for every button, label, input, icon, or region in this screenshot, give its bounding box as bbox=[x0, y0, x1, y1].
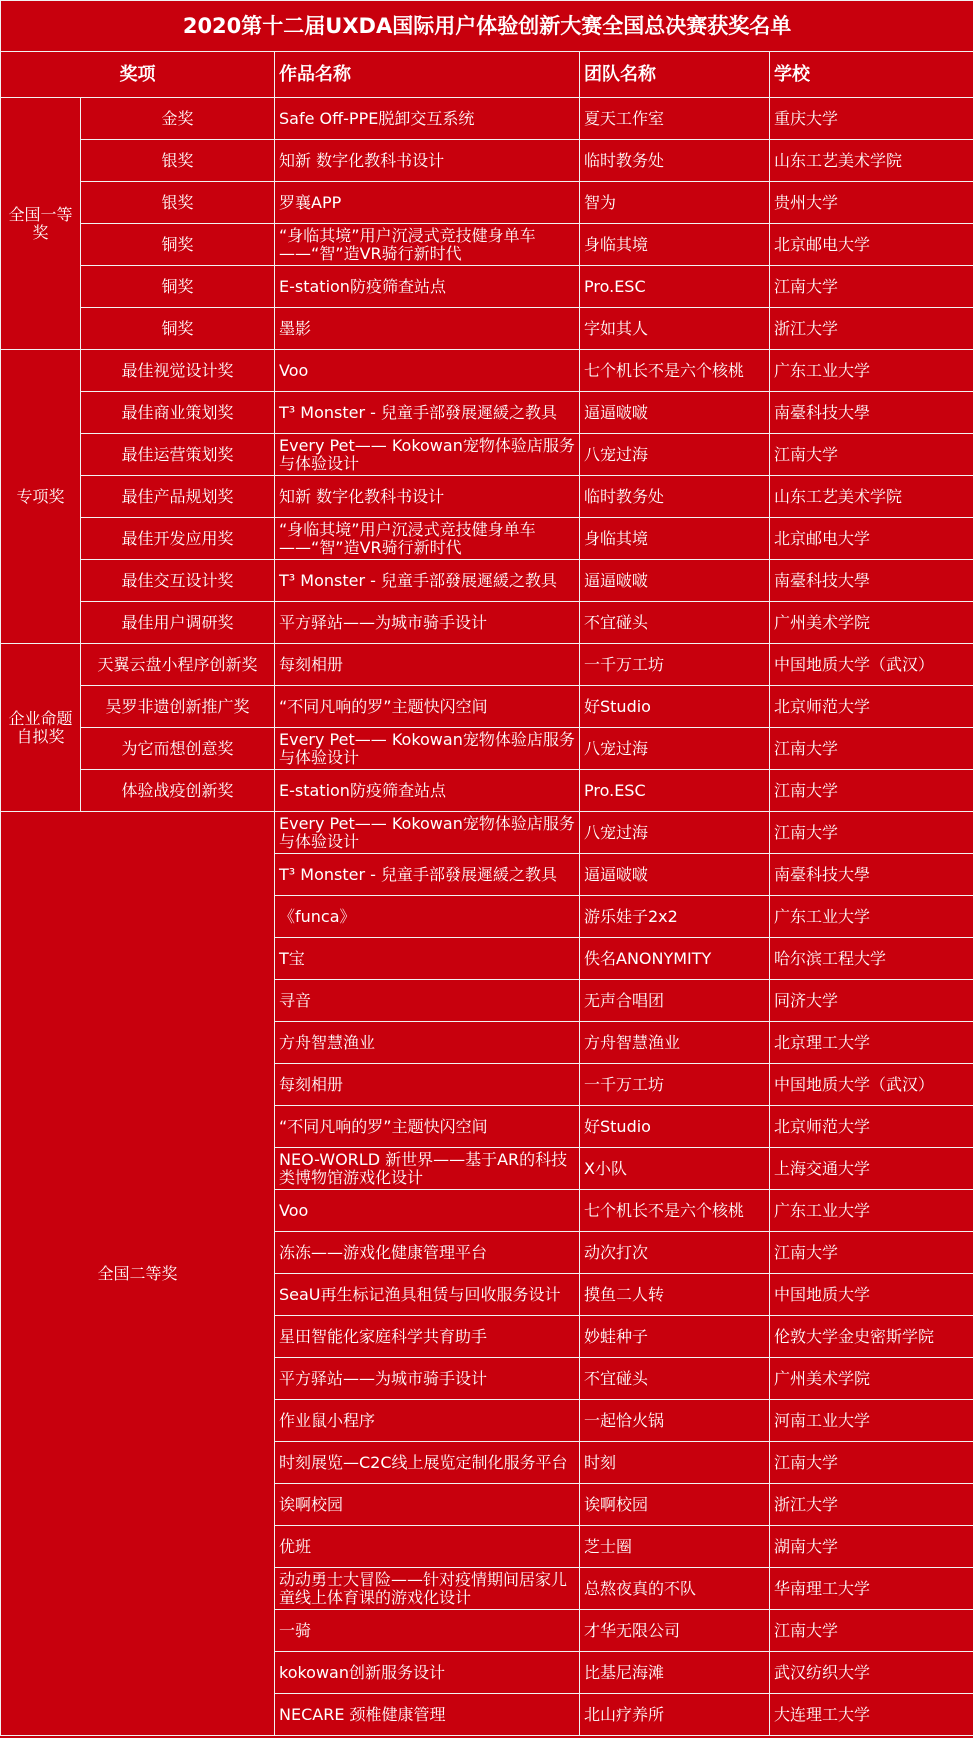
category-cell: 专项奖 bbox=[1, 350, 81, 644]
category-cell: 企业命题自拟奖 bbox=[1, 644, 81, 812]
work-cell: Every Pet—— Kokowan宠物体验店服务与体验设计 bbox=[275, 434, 580, 476]
work-cell: “不同凡响的罗”主题快闪空间 bbox=[275, 1106, 580, 1148]
work-cell: kokowan创新服务设计 bbox=[275, 1652, 580, 1694]
table-row bbox=[1, 644, 973, 686]
table-row bbox=[1, 266, 973, 308]
school-cell: 北京邮电大学 bbox=[770, 224, 973, 266]
award-cell: 金奖 bbox=[81, 98, 275, 140]
category-cell: 全国一等奖 bbox=[1, 98, 81, 350]
school-cell: 浙江大学 bbox=[770, 1484, 973, 1526]
school-cell: 贵州大学 bbox=[770, 182, 973, 224]
award-cell: 铜奖 bbox=[81, 224, 275, 266]
category-cell: 全国二等奖 bbox=[1, 812, 275, 1736]
team-cell: 临时教务处 bbox=[580, 476, 770, 518]
team-cell: 游乐娃子2x2 bbox=[580, 896, 770, 938]
team-cell: 芝士圈 bbox=[580, 1526, 770, 1568]
team-cell: 一起恰火锅 bbox=[580, 1400, 770, 1442]
team-cell: 妙蛙种子 bbox=[580, 1316, 770, 1358]
school-cell: 重庆大学 bbox=[770, 98, 973, 140]
school-cell: 广东工业大学 bbox=[770, 1190, 973, 1232]
work-cell: Every Pet—— Kokowan宠物体验店服务与体验设计 bbox=[275, 728, 580, 770]
team-cell: 逼逼啵啵 bbox=[580, 392, 770, 434]
work-cell: 《funca》 bbox=[275, 896, 580, 938]
team-cell: Pro.ESC bbox=[580, 266, 770, 308]
table-row bbox=[1, 728, 973, 770]
table-row bbox=[1, 392, 973, 434]
header-row bbox=[1, 52, 973, 98]
work-cell: “身临其境”用户沉浸式竞技健身单车——“智”造VR骑行新时代 bbox=[275, 224, 580, 266]
school-cell: 江南大学 bbox=[770, 266, 973, 308]
team-cell: X小队 bbox=[580, 1148, 770, 1190]
page-title: 2020第十二届UXDA国际用户体验创新大赛全国总决赛获奖名单 bbox=[1, 1, 973, 52]
header-school: 学校 bbox=[770, 52, 973, 98]
work-cell: Voo bbox=[275, 1190, 580, 1232]
work-cell: Every Pet—— Kokowan宠物体验店服务与体验设计 bbox=[275, 812, 580, 854]
award-cell: 最佳用户调研奖 bbox=[81, 602, 275, 644]
award-cell: 体验战疫创新奖 bbox=[81, 770, 275, 812]
work-cell: Safe Off-PPE脱卸交互系统 bbox=[275, 98, 580, 140]
table-row bbox=[1, 182, 973, 224]
work-cell: 冻冻——游戏化健康管理平台 bbox=[275, 1232, 580, 1274]
team-cell: 佚名ANONYMITY bbox=[580, 938, 770, 980]
school-cell: 哈尔滨工程大学 bbox=[770, 938, 973, 980]
table-row bbox=[1, 350, 973, 392]
work-cell: 一骑 bbox=[275, 1610, 580, 1652]
team-cell: 总熬夜真的不队 bbox=[580, 1568, 770, 1610]
work-cell: 星田智能化家庭科学共育助手 bbox=[275, 1316, 580, 1358]
work-cell: 作业鼠小程序 bbox=[275, 1400, 580, 1442]
school-cell: 浙江大学 bbox=[770, 308, 973, 350]
work-cell: 墨影 bbox=[275, 308, 580, 350]
school-cell: 广东工业大学 bbox=[770, 350, 973, 392]
award-cell: 最佳开发应用奖 bbox=[81, 518, 275, 560]
table-row bbox=[1, 518, 973, 560]
table-row bbox=[1, 98, 973, 140]
work-cell: T³ Monster - 兒童手部發展遲緩之教具 bbox=[275, 392, 580, 434]
award-cell: 铜奖 bbox=[81, 308, 275, 350]
team-cell: 逼逼啵啵 bbox=[580, 854, 770, 896]
team-cell: 不宜碰头 bbox=[580, 602, 770, 644]
school-cell: 江南大学 bbox=[770, 770, 973, 812]
school-cell: 北京师范大学 bbox=[770, 686, 973, 728]
table-row bbox=[1, 308, 973, 350]
award-cell: 银奖 bbox=[81, 182, 275, 224]
team-cell: 逼逼啵啵 bbox=[580, 560, 770, 602]
work-cell: T³ Monster - 兒童手部發展遲緩之教具 bbox=[275, 560, 580, 602]
work-cell: E-station防疫筛查站点 bbox=[275, 266, 580, 308]
work-cell: 每刻相册 bbox=[275, 1064, 580, 1106]
school-cell: 同济大学 bbox=[770, 980, 973, 1022]
title-row bbox=[1, 1, 973, 52]
team-cell: 临时教务处 bbox=[580, 140, 770, 182]
team-cell: Pro.ESC bbox=[580, 770, 770, 812]
team-cell: 身临其境 bbox=[580, 224, 770, 266]
header-work: 作品名称 bbox=[275, 52, 580, 98]
award-cell: 最佳视觉设计奖 bbox=[81, 350, 275, 392]
team-cell: 夏天工作室 bbox=[580, 98, 770, 140]
table-row bbox=[1, 812, 973, 854]
table-row bbox=[1, 140, 973, 182]
team-cell: 无声合唱团 bbox=[580, 980, 770, 1022]
award-cell: 最佳运营策划奖 bbox=[81, 434, 275, 476]
work-cell: NEO-WORLD 新世界——基于AR的科技类博物馆游戏化设计 bbox=[275, 1148, 580, 1190]
school-cell: 中国地质大学（武汉） bbox=[770, 644, 973, 686]
table-row bbox=[1, 224, 973, 266]
school-cell: 江南大学 bbox=[770, 812, 973, 854]
table-row bbox=[1, 434, 973, 476]
school-cell: 伦敦大学金史密斯学院 bbox=[770, 1316, 973, 1358]
work-cell: T³ Monster - 兒童手部發展遲緩之教具 bbox=[275, 854, 580, 896]
team-cell: 八宠过海 bbox=[580, 728, 770, 770]
award-cell: 最佳交互设计奖 bbox=[81, 560, 275, 602]
work-cell: 平方驿站——为城市骑手设计 bbox=[275, 602, 580, 644]
team-cell: 八宠过海 bbox=[580, 434, 770, 476]
work-cell: 动动勇士大冒险——针对疫情期间居家儿童线上体育课的游戏化设计 bbox=[275, 1568, 580, 1610]
team-cell: 诶啊校园 bbox=[580, 1484, 770, 1526]
team-cell: 摸鱼二人转 bbox=[580, 1274, 770, 1316]
work-cell: E-station防疫筛查站点 bbox=[275, 770, 580, 812]
award-cell: 天翼云盘小程序创新奖 bbox=[81, 644, 275, 686]
work-cell: SeaU再生标记渔具租赁与回收服务设计 bbox=[275, 1274, 580, 1316]
table-row bbox=[1, 602, 973, 644]
school-cell: 广州美术学院 bbox=[770, 1358, 973, 1400]
team-cell: 智为 bbox=[580, 182, 770, 224]
school-cell: 江南大学 bbox=[770, 1232, 973, 1274]
school-cell: 江南大学 bbox=[770, 728, 973, 770]
header-award: 奖项 bbox=[1, 52, 275, 98]
school-cell: 南臺科技大學 bbox=[770, 854, 973, 896]
school-cell: 南臺科技大學 bbox=[770, 392, 973, 434]
work-cell: 知新 数字化教科书设计 bbox=[275, 140, 580, 182]
team-cell: 才华无限公司 bbox=[580, 1610, 770, 1652]
team-cell: 好Studio bbox=[580, 1106, 770, 1148]
work-cell: 每刻相册 bbox=[275, 644, 580, 686]
school-cell: 河南工业大学 bbox=[770, 1400, 973, 1442]
school-cell: 湖南大学 bbox=[770, 1526, 973, 1568]
school-cell: 上海交通大学 bbox=[770, 1148, 973, 1190]
school-cell: 武汉纺织大学 bbox=[770, 1652, 973, 1694]
award-cell: 吴罗非遗创新推广奖 bbox=[81, 686, 275, 728]
award-cell: 银奖 bbox=[81, 140, 275, 182]
table-row bbox=[1, 476, 973, 518]
school-cell: 广东工业大学 bbox=[770, 896, 973, 938]
work-cell: 诶啊校园 bbox=[275, 1484, 580, 1526]
school-cell: 广州美术学院 bbox=[770, 602, 973, 644]
table-row bbox=[1, 560, 973, 602]
school-cell: 大连理工大学 bbox=[770, 1694, 973, 1736]
work-cell: Voo bbox=[275, 350, 580, 392]
team-cell: 八宠过海 bbox=[580, 812, 770, 854]
school-cell: 北京邮电大学 bbox=[770, 518, 973, 560]
work-cell: 知新 数字化教科书设计 bbox=[275, 476, 580, 518]
school-cell: 山东工艺美术学院 bbox=[770, 476, 973, 518]
school-cell: 中国地质大学 bbox=[770, 1274, 973, 1316]
work-cell: 平方驿站——为城市骑手设计 bbox=[275, 1358, 580, 1400]
team-cell: 动次打次 bbox=[580, 1232, 770, 1274]
school-cell: 华南理工大学 bbox=[770, 1568, 973, 1610]
school-cell: 南臺科技大學 bbox=[770, 560, 973, 602]
table-row bbox=[1, 770, 973, 812]
team-cell: 不宜碰头 bbox=[580, 1358, 770, 1400]
work-cell: “不同凡响的罗”主题快闪空间 bbox=[275, 686, 580, 728]
work-cell: “身临其境”用户沉浸式竞技健身单车——“智”造VR骑行新时代 bbox=[275, 518, 580, 560]
team-cell: 方舟智慧渔业 bbox=[580, 1022, 770, 1064]
team-cell: 比基尼海滩 bbox=[580, 1652, 770, 1694]
team-cell: 身临其境 bbox=[580, 518, 770, 560]
team-cell: 七个机长不是六个核桃 bbox=[580, 1190, 770, 1232]
work-cell: 时刻展览—C2C线上展览定制化服务平台 bbox=[275, 1442, 580, 1484]
work-cell: 罗襄APP bbox=[275, 182, 580, 224]
award-cell: 最佳产品规划奖 bbox=[81, 476, 275, 518]
team-cell: 一千万工坊 bbox=[580, 644, 770, 686]
school-cell: 江南大学 bbox=[770, 1442, 973, 1484]
team-cell: 北山疗养所 bbox=[580, 1694, 770, 1736]
work-cell: NECARE 颈椎健康管理 bbox=[275, 1694, 580, 1736]
school-cell: 北京师范大学 bbox=[770, 1106, 973, 1148]
award-cell: 为它而想创意奖 bbox=[81, 728, 275, 770]
work-cell: 方舟智慧渔业 bbox=[275, 1022, 580, 1064]
work-cell: 寻音 bbox=[275, 980, 580, 1022]
team-cell: 字如其人 bbox=[580, 308, 770, 350]
table-row bbox=[1, 686, 973, 728]
work-cell: 优班 bbox=[275, 1526, 580, 1568]
award-cell: 铜奖 bbox=[81, 266, 275, 308]
header-team: 团队名称 bbox=[580, 52, 770, 98]
school-cell: 中国地质大学（武汉） bbox=[770, 1064, 973, 1106]
team-cell: 好Studio bbox=[580, 686, 770, 728]
school-cell: 北京理工大学 bbox=[770, 1022, 973, 1064]
school-cell: 江南大学 bbox=[770, 1610, 973, 1652]
award-cell: 最佳商业策划奖 bbox=[81, 392, 275, 434]
work-cell: T宝 bbox=[275, 938, 580, 980]
team-cell: 时刻 bbox=[580, 1442, 770, 1484]
school-cell: 江南大学 bbox=[770, 434, 973, 476]
team-cell: 七个机长不是六个核桃 bbox=[580, 350, 770, 392]
team-cell: 一千万工坊 bbox=[580, 1064, 770, 1106]
school-cell: 山东工艺美术学院 bbox=[770, 140, 973, 182]
